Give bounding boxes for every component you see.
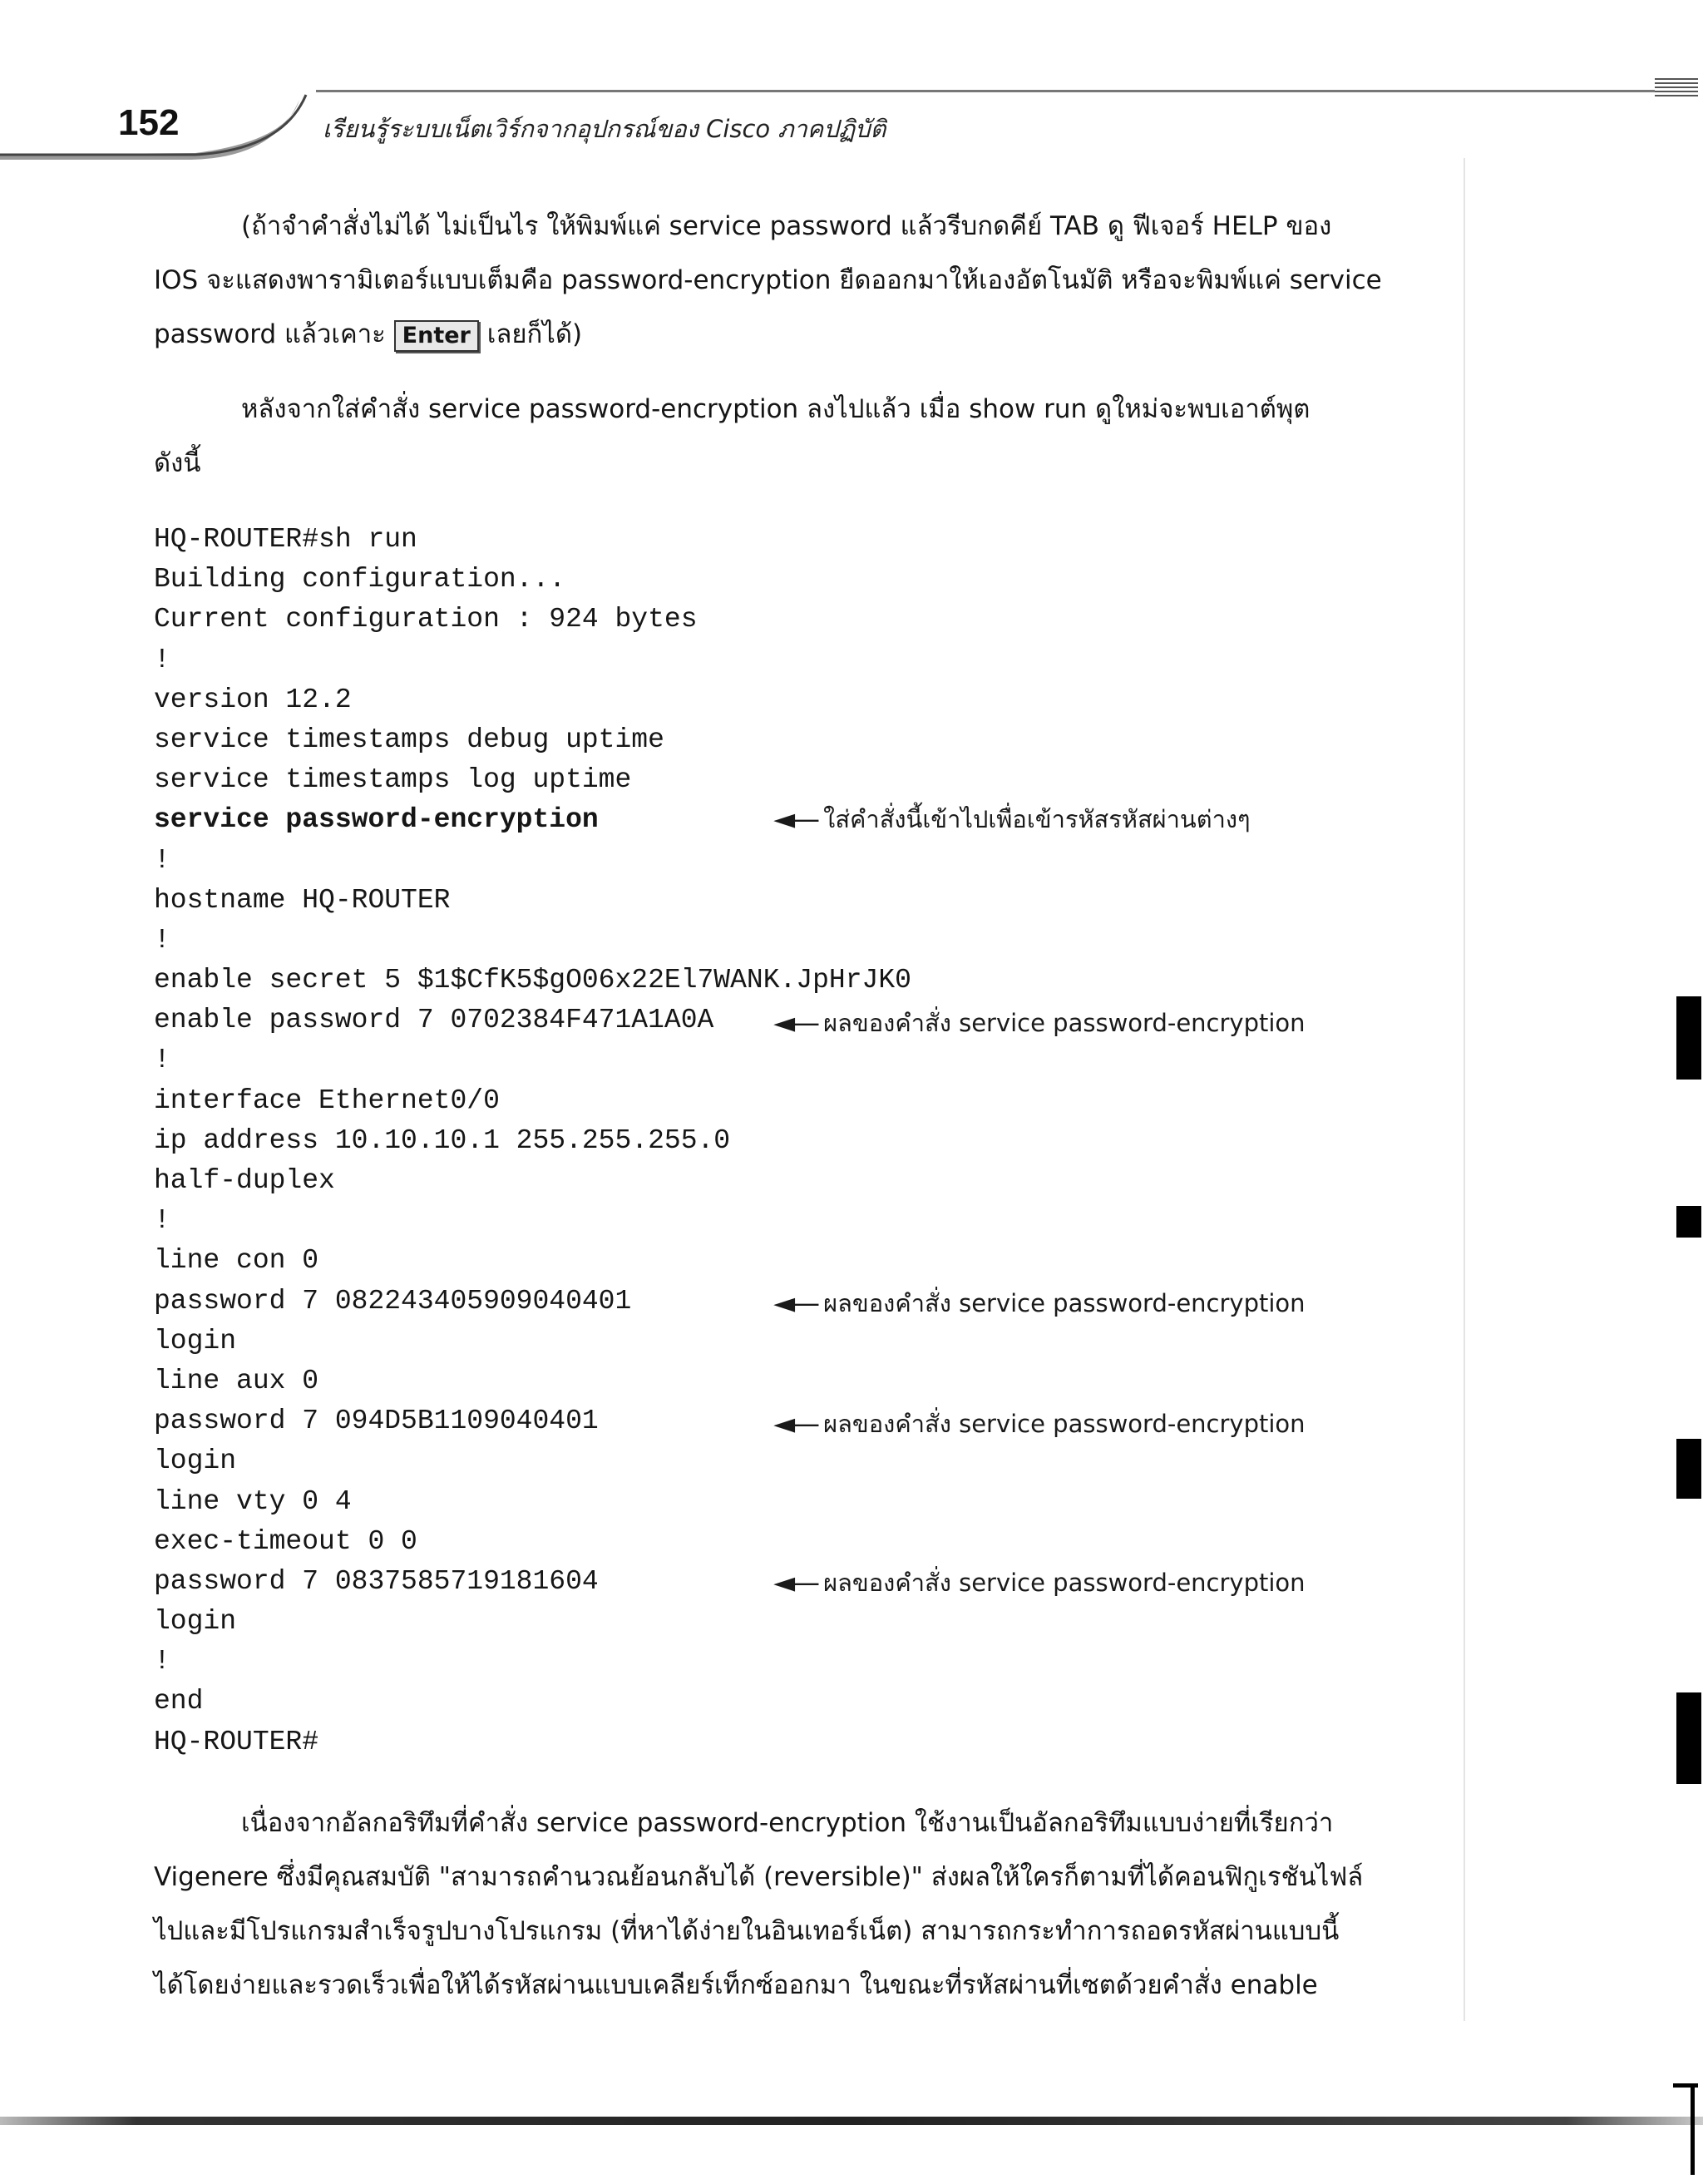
after-command-line-1: หลังจากใส่คำสั่ง service password-encryption ลงไปแล้ว เมื่อ show run ดูใหม่จะพบเอาต์พุต	[241, 394, 1311, 424]
annotation-text: ผลของคำสั่ง service password-encryption	[823, 1569, 1306, 1597]
intro-line-3-start: password แล้วเคาะ	[154, 319, 394, 349]
terminal-line: exec-timeout 0 0	[154, 1525, 417, 1557]
terminal-line: service timestamps log uptime	[154, 764, 632, 796]
annotation-text: ใส่คำสั่งนี้เข้าไปเพื่อเข้ารหัสรหัสผ่านต่างๆ	[823, 805, 1251, 833]
edge-mark	[1676, 996, 1701, 1080]
terminal-line: !	[154, 644, 170, 675]
enter-key-icon: Enter	[394, 320, 479, 352]
annotation-text: ผลของคำสั่ง service password-encryption	[823, 1289, 1306, 1317]
closing-line-3: ไปและมีโปรแกรมสำเร็จรูปบางโปรแกรม (ที่หาได้ง่ายในอินเทอร์เน็ต) สามารถกระทำการถอดรหัสผ่านแบบนี้	[154, 1916, 1340, 1946]
terminal-line: enable secret 5 $1$CfK5$gO06x22El7WANK.JpHrJK0	[154, 965, 911, 996]
intro-line-3-end: เลยก็ได้)	[478, 319, 583, 349]
terminal-line: login	[154, 1325, 237, 1356]
after-command-paragraph	[154, 383, 1476, 491]
closing-line-4: ได้โดยง่ายและรวดเร็วเพื่อให้ได้รหัสผ่านแบบเคลียร์เท็กซ์ออกมา ในขณะที่รหัสผ่านที่เซตด้วยคำสั่ง enable	[154, 1970, 1318, 2000]
terminal-line: password 7 0837585719181604	[154, 1565, 599, 1597]
after-command-line-2: ดังนี้	[154, 448, 201, 478]
header-rule-ornament	[1655, 78, 1698, 96]
terminal-line: HQ-ROUTER#sh run	[154, 524, 417, 555]
terminal-line: !	[154, 1646, 170, 1678]
left-arrow-icon: ◄—	[773, 1407, 817, 1440]
terminal-line: interface Ethernet0/0	[154, 1085, 500, 1116]
annotation-text: ผลของคำสั่ง service password-encryption	[823, 1410, 1306, 1438]
edge-mark	[1676, 1692, 1701, 1784]
terminal-line: !	[154, 924, 170, 956]
terminal-line: login	[154, 1606, 237, 1638]
annotation-add-command	[773, 800, 1251, 838]
terminal-line: login	[154, 1445, 237, 1477]
running-header-title: เรียนรู้ระบบเน็ตเวิร์กจากอุปกรณ์ของ Cisco ภาคปฏิบัติ	[323, 115, 886, 143]
terminal-line: HQ-ROUTER#	[154, 1726, 319, 1757]
terminal-line: half-duplex	[154, 1165, 335, 1196]
terminal-line: line vty 0 4	[154, 1485, 352, 1517]
scan-line	[1464, 158, 1465, 2021]
terminal-line: !	[154, 844, 170, 876]
intro-line-2: IOS จะแสดงพารามิเตอร์แบบเต็มคือ password-encryption ยืดออกมาให้เองอัตโนมัติ หรือจะพิมพ์แค่ service	[154, 265, 1382, 295]
terminal-line: Current configuration : 924 bytes	[154, 604, 698, 635]
left-arrow-icon: ◄—	[773, 1287, 817, 1320]
intro-paragraph	[154, 200, 1476, 362]
terminal-line: version 12.2	[154, 684, 352, 715]
annotation-result-enable	[773, 1004, 1306, 1042]
terminal-line: line aux 0	[154, 1365, 319, 1396]
terminal-line: Building configuration...	[154, 564, 566, 595]
annotation-result-con	[773, 1284, 1306, 1322]
terminal-line: !	[154, 1045, 170, 1076]
closing-line-1: เนื่องจากอัลกอริทึมที่คำสั่ง service password-encryption ใช้งานเป็นอัลกอริทึมแบบง่ายที่เรียกว่า	[241, 1808, 1334, 1838]
terminal-line: password 7 082243405909040401	[154, 1285, 632, 1317]
annotation-result-aux	[773, 1405, 1306, 1443]
left-arrow-icon: ◄—	[773, 1566, 817, 1599]
terminal-line: !	[154, 1205, 170, 1237]
terminal-line: line con 0	[154, 1245, 319, 1277]
footer-rule	[0, 2117, 1703, 2125]
intro-line-3	[154, 308, 1476, 362]
terminal-line: enable password 7 0702384F471A1A0A	[154, 1005, 714, 1036]
annotation-text: ผลของคำสั่ง service password-encryption	[823, 1009, 1306, 1037]
intro-line-1: (ถ้าจำคำสั่งไม่ได้ ไม่เป็นไร ให้พิมพ์แค่ service password แล้วรีบกดคีย์ TAB ดู ฟีเจอร์ HELP ของ	[241, 211, 1332, 241]
edge-mark	[1676, 1439, 1701, 1499]
terminal-line: service timestamps debug uptime	[154, 724, 664, 755]
terminal-line: password 7 094D5B1109040401	[154, 1406, 599, 1437]
terminal-line: hostname HQ-ROUTER	[154, 884, 451, 916]
annotation-result-vty	[773, 1564, 1306, 1602]
closing-paragraph	[154, 1796, 1476, 2013]
terminal-line-highlighted: service password-encryption	[154, 804, 599, 836]
closing-line-2: Vigenere ซึ่งมีคุณสมบัติ "สามารถคำนวณย้อนกลับได้ (reversible)" ส่งผลให้ใครก็ตามที่ได้คอนฟิกูเรชันไฟล์	[154, 1862, 1364, 1892]
page-number: 152	[118, 102, 180, 143]
header-rule	[316, 90, 1696, 92]
left-arrow-icon: ◄—	[773, 1006, 817, 1040]
edge-mark	[1676, 1206, 1701, 1238]
corner-mark	[1691, 2083, 1695, 2175]
left-arrow-icon: ◄—	[773, 803, 817, 836]
terminal-line: ip address 10.10.10.1 255.255.255.0	[154, 1124, 731, 1156]
terminal-line: end	[154, 1686, 204, 1717]
